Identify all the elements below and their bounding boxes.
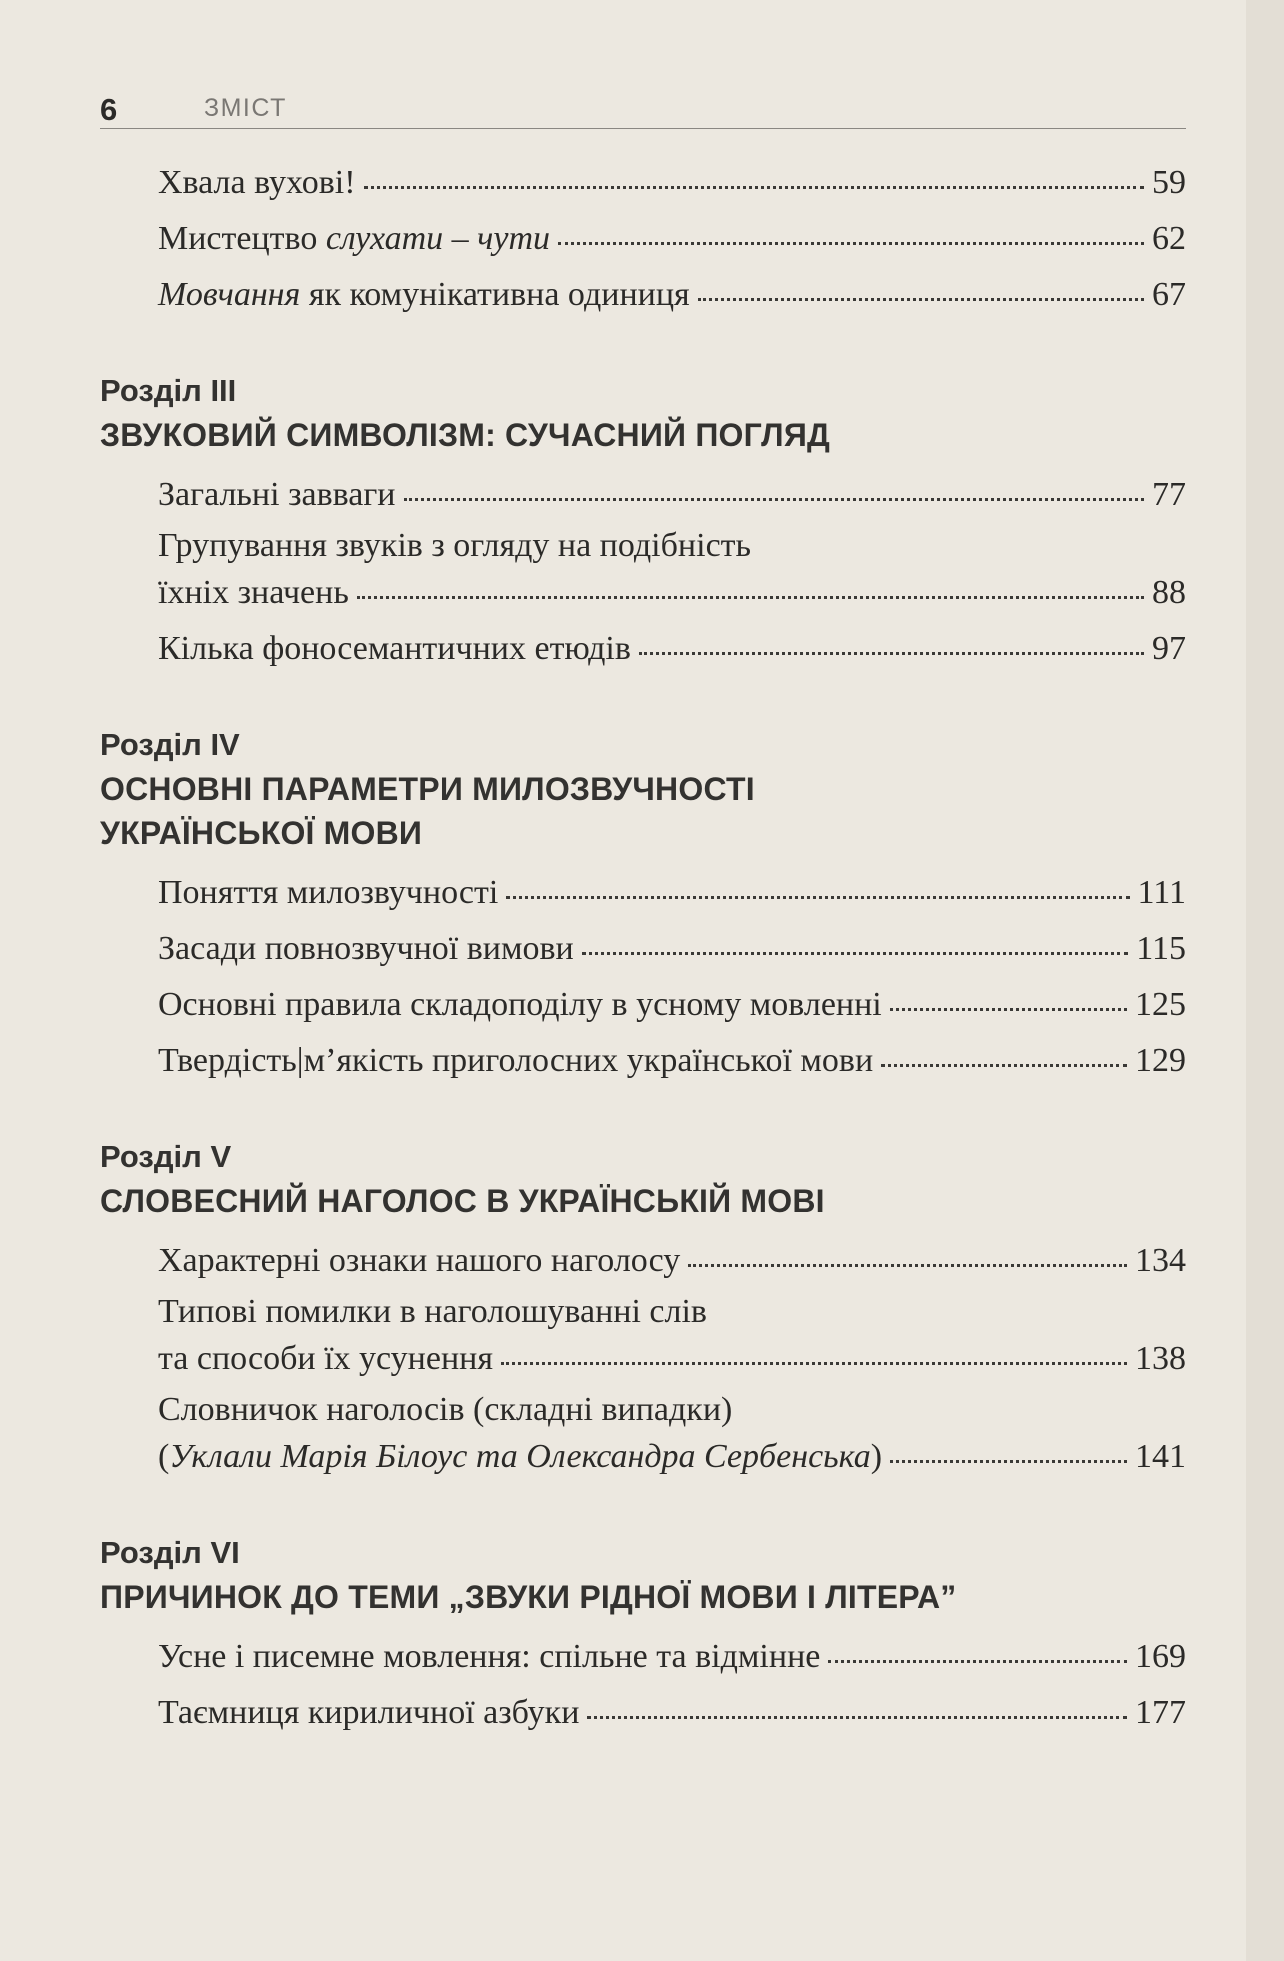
toc-entry-title: Основні правила складоподілу в усному мовленні — [158, 986, 882, 1023]
toc-section-6 — [100, 1531, 1186, 1741]
section-title[interactable]: ЗВУКОВИЙ СИМВОЛІЗМ: СУЧАСНИЙ ПОГЛЯД — [100, 417, 831, 453]
toc-entry[interactable] — [100, 865, 1186, 921]
toc-entry-title-line1: Групування звуків з огляду на подібність — [158, 527, 752, 564]
toc-entry-page: 111 — [1137, 874, 1186, 911]
toc-entry-title-line2: їхніх значень — [158, 574, 349, 611]
toc-entry-page: 141 — [1135, 1438, 1186, 1475]
dot-leader — [828, 1660, 1127, 1663]
dot-leader — [582, 952, 1129, 955]
toc-entry[interactable] — [100, 1685, 1186, 1741]
toc-section-5 — [100, 1135, 1186, 1485]
section-title[interactable]: ПРИЧИНОК ДО ТЕМИ „ЗВУКИ РІДНОЇ МОВИ І ЛІТЕРА” — [100, 1579, 957, 1615]
toc-entry-page: 59 — [1152, 164, 1186, 201]
toc-entry-page: 67 — [1152, 276, 1186, 313]
toc-entry-page: 169 — [1135, 1638, 1186, 1675]
toc-section-3 — [100, 369, 1186, 677]
toc-entry-page: 125 — [1135, 986, 1186, 1023]
toc-entry-title — [158, 211, 550, 267]
toc-entry[interactable] — [100, 1387, 1186, 1485]
running-head: ЗМІСТ — [204, 94, 287, 122]
section-title[interactable]: СЛОВЕСНИЙ НАГОЛОС В УКРАЇНСЬКІЙ МОВІ — [100, 1183, 825, 1219]
dot-leader — [506, 896, 1129, 899]
toc-entry[interactable] — [100, 523, 1186, 621]
toc-entry-page: 88 — [1152, 574, 1186, 611]
toc-entry[interactable] — [100, 1233, 1186, 1289]
section-label: Розділ V — [100, 1139, 232, 1174]
toc-entry[interactable] — [100, 977, 1186, 1033]
toc-section-4 — [100, 723, 1186, 1089]
toc-entry-title-regular: як комунікативна одиниця — [300, 276, 690, 313]
toc-entry[interactable] — [100, 1033, 1186, 1089]
section-title-line2[interactable]: УКРАЇНСЬКОЇ МОВИ — [100, 815, 423, 851]
dot-leader — [364, 186, 1144, 189]
page-number: 6 — [100, 92, 118, 127]
dot-leader — [501, 1362, 1127, 1365]
toc-entry[interactable] — [100, 1289, 1186, 1387]
dot-leader — [688, 1264, 1127, 1267]
toc-entry-title: Поняття милозвучності — [158, 874, 499, 911]
section-label: Розділ IV — [100, 727, 240, 762]
toc-entry-title-italic: слухати – чути — [325, 220, 551, 257]
toc-entry-page: 134 — [1135, 1242, 1186, 1279]
toc-entry[interactable] — [100, 621, 1186, 677]
toc-entry-title — [158, 267, 690, 323]
toc-entry-title: Загальні завваги — [158, 476, 396, 513]
dot-leader — [639, 652, 1144, 655]
section-label: Розділ VI — [100, 1535, 240, 1570]
toc-entry-title: Засади повнозвучної вимови — [158, 930, 574, 967]
dot-leader — [698, 298, 1144, 301]
toc-entry-title-italic: Мовчання — [158, 276, 301, 313]
dot-leader — [890, 1460, 1127, 1463]
toc-entry-page: 115 — [1136, 930, 1186, 967]
page-header — [100, 88, 1186, 129]
toc-entry[interactable] — [100, 267, 1186, 323]
dot-leader — [357, 596, 1144, 599]
toc-entry[interactable] — [100, 211, 1186, 267]
dot-leader — [404, 498, 1145, 501]
toc-entry-title: Твердість|м’якість приголосних української мови — [158, 1042, 874, 1079]
toc-entry-compilers: Уклали Марія Білоус та Олександра Сербенська — [169, 1438, 871, 1475]
toc-entry-title: Кілька фоносемантичних етюдів — [158, 630, 631, 667]
dot-leader — [881, 1064, 1127, 1067]
table-of-contents — [100, 155, 1186, 1741]
section-label: Розділ III — [100, 373, 237, 408]
toc-entry-page: 62 — [1152, 220, 1186, 257]
dot-leader — [587, 1716, 1127, 1719]
toc-entry[interactable] — [100, 1629, 1186, 1685]
toc-entry-title: Характерні ознаки нашого наголосу — [158, 1242, 681, 1279]
page-edge — [1246, 0, 1284, 1961]
toc-entry-title-line2: (Уклали Марія Білоус та Олександра Сербенська) — [158, 1438, 883, 1475]
toc-entry-title-line2: та способи їх усунення — [158, 1340, 493, 1377]
toc-entry[interactable] — [100, 921, 1186, 977]
toc-entry-title-regular: Мистецтво — [158, 220, 326, 257]
dot-leader — [558, 242, 1144, 245]
toc-entry[interactable] — [100, 155, 1186, 211]
toc-entry-page: 129 — [1135, 1042, 1186, 1079]
dot-leader — [890, 1008, 1127, 1011]
toc-entry-title: Усне і писемне мовлення: спільне та відмінне — [158, 1638, 821, 1675]
toc-entry-page: 138 — [1135, 1340, 1186, 1377]
section-title-line1[interactable]: ОСНОВНІ ПАРАМЕТРИ МИЛОЗВУЧНОСТІ — [100, 771, 755, 807]
toc-entry-title: Таємниця кириличної азбуки — [158, 1694, 580, 1731]
toc-entry-title-line1: Словничок наголосів (складні випадки) — [158, 1391, 733, 1428]
toc-entry-title-line1: Типові помилки в наголошуванні слів — [158, 1293, 707, 1330]
toc-entry-page: 77 — [1152, 476, 1186, 513]
toc-entry[interactable] — [100, 467, 1186, 523]
toc-entry-page: 177 — [1135, 1694, 1186, 1731]
toc-entry-page: 97 — [1152, 630, 1186, 667]
toc-entry-title: Хвала вуховi! — [158, 164, 356, 201]
